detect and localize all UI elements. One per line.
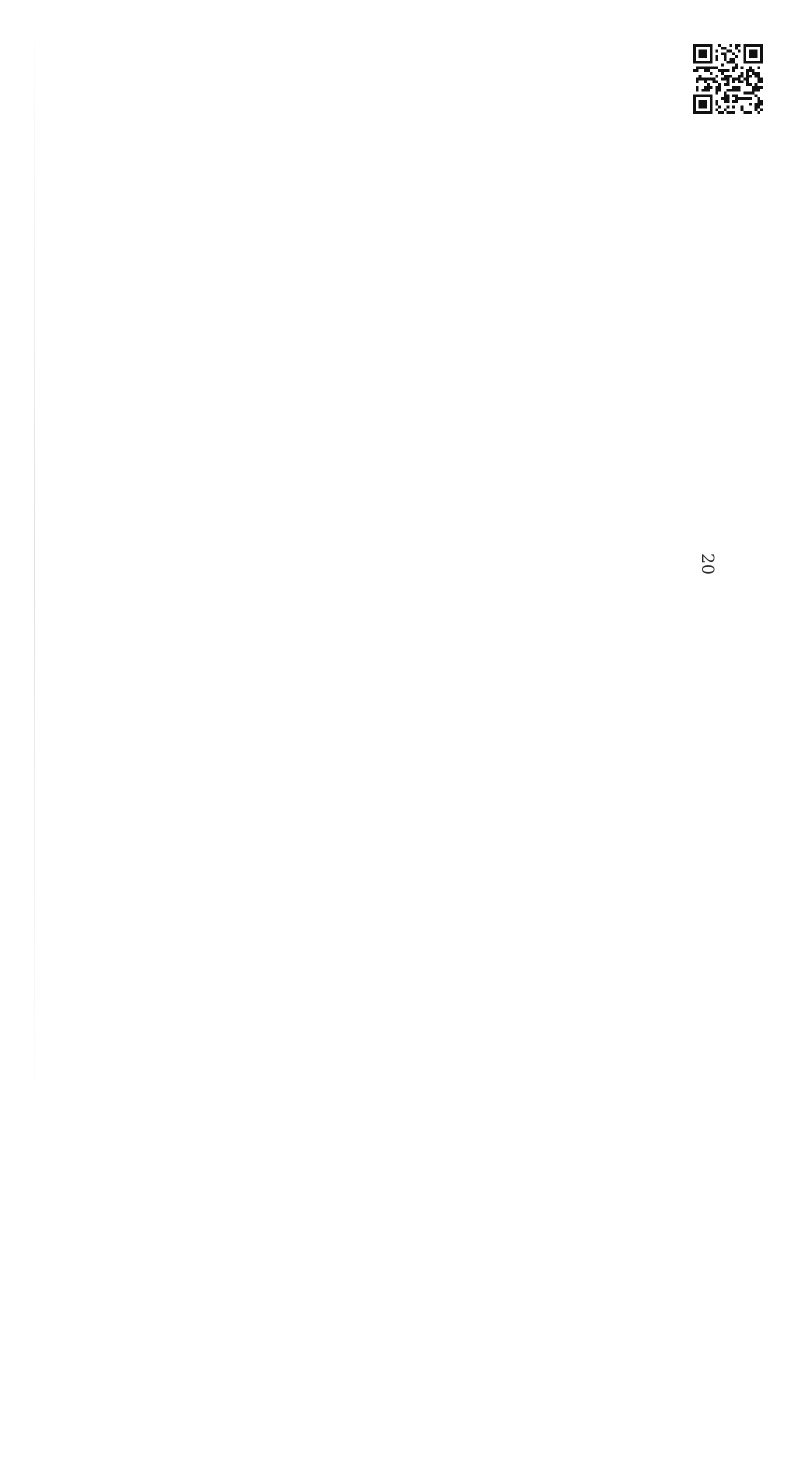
qr-code (693, 44, 763, 114)
page-number: 20 (697, 553, 717, 575)
page-edge-shadow (34, 0, 35, 1121)
